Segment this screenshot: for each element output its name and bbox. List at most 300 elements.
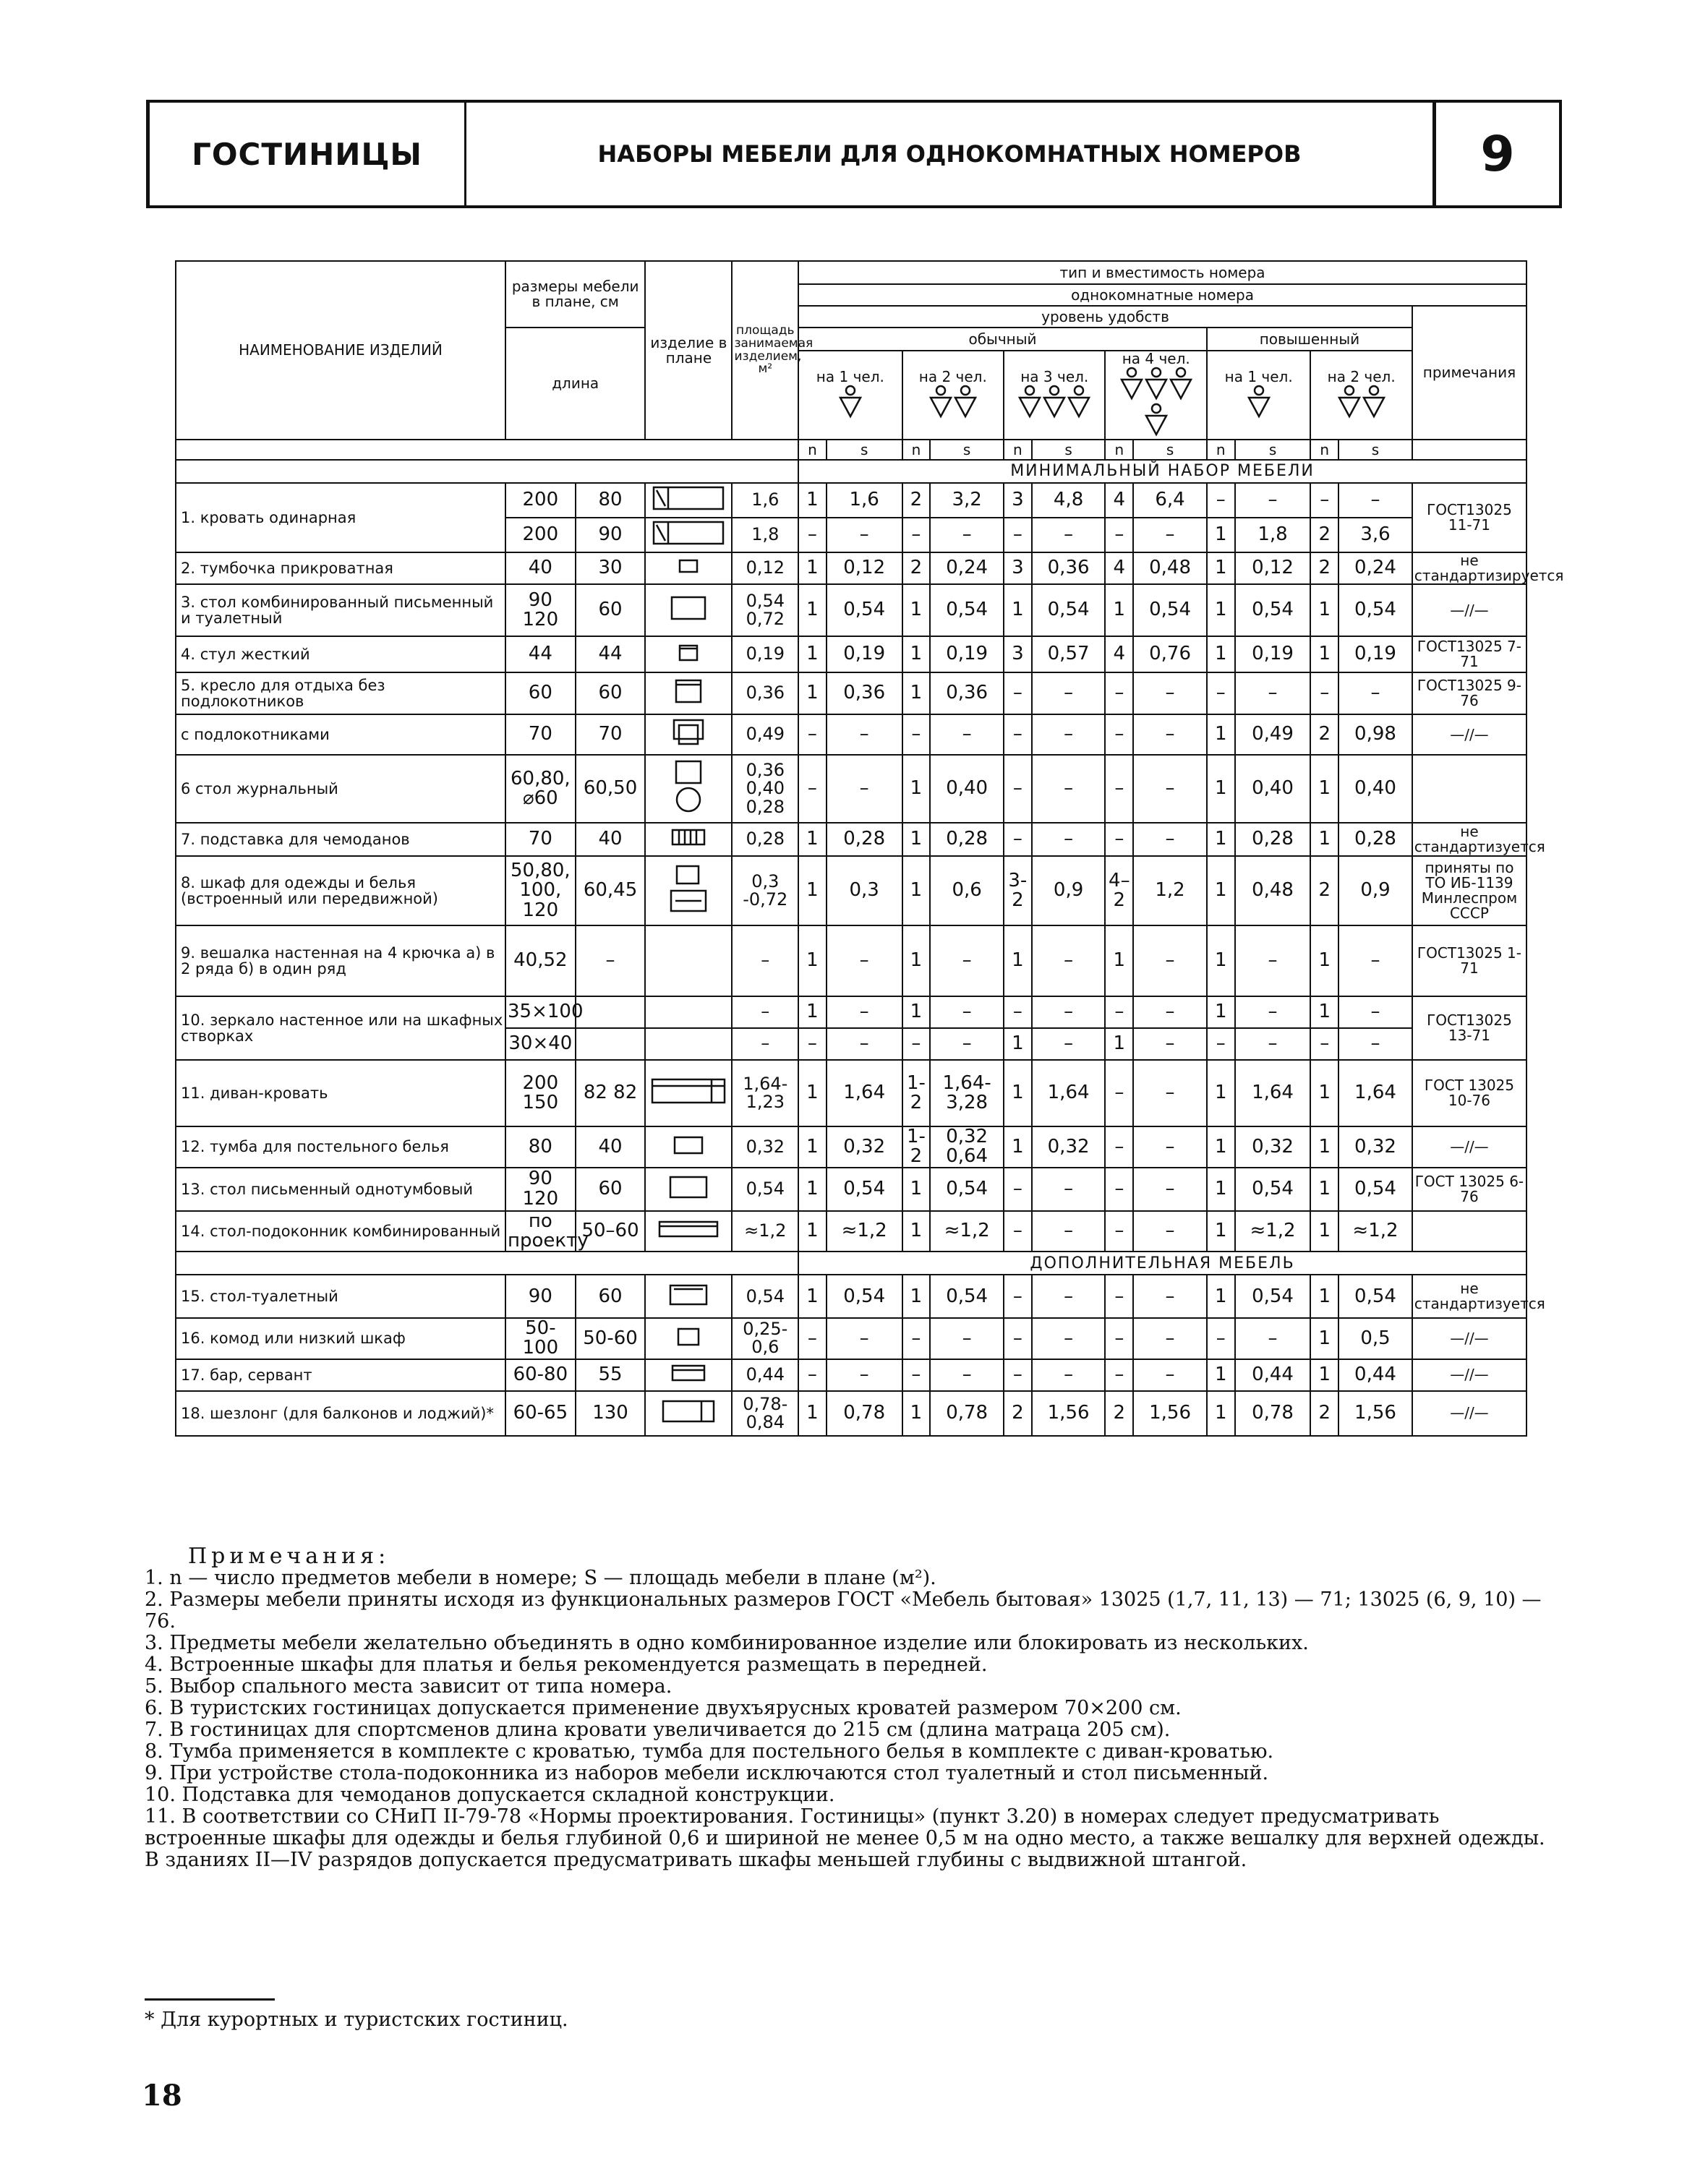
improved-header: повышенный xyxy=(1207,328,1412,351)
n-value: 3 xyxy=(1004,483,1032,518)
n-value: 2 xyxy=(1310,518,1338,552)
s-value: 0,28 xyxy=(930,823,1004,856)
bed-plan-icon xyxy=(652,529,725,549)
n-value: – xyxy=(1207,1028,1235,1060)
person-icon xyxy=(1067,385,1091,421)
area-cell: 0,28 xyxy=(732,823,798,856)
table-row xyxy=(176,1211,1526,1252)
n-value: 1 xyxy=(798,925,827,996)
cap-label: на 1 чел. xyxy=(816,368,884,385)
item-name: с подлокотниками xyxy=(176,714,505,755)
s-value: – xyxy=(930,996,1004,1028)
n-value: – xyxy=(1105,1168,1133,1211)
length-cell: 200 150 xyxy=(505,1060,576,1126)
table-row xyxy=(176,1126,1526,1168)
width-cell: 70 xyxy=(576,714,646,755)
s-value: – xyxy=(1032,714,1106,755)
cap-label: на 4 чел. xyxy=(1122,350,1190,367)
s-value: 0,19 xyxy=(1338,636,1412,672)
n-value: – xyxy=(1105,672,1133,714)
s-header: s xyxy=(930,440,1004,460)
s-value: 0,28 xyxy=(1235,823,1311,856)
item-name: 3. стол комбинированный письменный и туалетный xyxy=(176,584,505,636)
s-value: – xyxy=(1133,1126,1207,1168)
plan-cell xyxy=(645,1168,732,1211)
note-cell: ГОСТ13025 1-71 xyxy=(1412,925,1526,996)
n-value: – xyxy=(1105,996,1133,1028)
ordinary-header: обычный xyxy=(798,328,1207,351)
n-value: – xyxy=(1105,1318,1133,1359)
n-value: 1 xyxy=(1105,925,1133,996)
item-name: 9. вешалка настенная на 4 крючка а) в 2 ряда б) в один ряд xyxy=(176,925,505,996)
area-cell: 0,54 0,72 xyxy=(732,584,798,636)
table-row xyxy=(176,1391,1526,1436)
s-value: – xyxy=(1032,1318,1106,1359)
item-name: 7. подставка для чемоданов xyxy=(176,823,505,856)
cap-1-improved xyxy=(1207,351,1311,440)
n-value: – xyxy=(1004,1318,1032,1359)
person-icon xyxy=(1017,385,1042,421)
s-value: – xyxy=(1133,1275,1207,1318)
n-value: 1 xyxy=(798,552,827,584)
n-value: 2 xyxy=(1004,1391,1032,1436)
note-cell: ГОСТ13025 9-76 xyxy=(1412,672,1526,714)
s-value: 0,36 xyxy=(827,672,902,714)
note-item: 11. В соответствии со СНиП II-79-78 «Нормы проектирования. Гостиницы» (пункт 3.20) в номерах следует предусматривать встроенные шкафы для одежды и белья глубиной 0,6 и шириной не менее 0,5 м на одно место, а также вешалку для верхней одежды. В зданиях II—IV разрядов допускается предусматривать шкафы меньшей глубины с выдвижной штангой. xyxy=(145,1805,1545,1871)
table-row xyxy=(176,1060,1526,1126)
rect2-plan-icon xyxy=(672,1139,704,1160)
s-value: 0,49 xyxy=(1235,714,1311,755)
notes-list xyxy=(145,1567,1562,1871)
item-name: 16. комод или низкий шкаф xyxy=(176,1318,505,1359)
n-value: 1 xyxy=(1207,552,1235,584)
s-value: 0,48 xyxy=(1133,552,1207,584)
length-cell: 50-100 xyxy=(505,1318,576,1359)
s-value: 0,54 xyxy=(1032,584,1106,636)
comfort-header: уровень удобств xyxy=(798,306,1412,328)
note-item: 7. В гостиницах для спортсменов длина кровати увеличивается до 215 см (длина матраца 205 см). xyxy=(145,1719,1171,1741)
table-head xyxy=(176,261,1526,460)
plan-cell xyxy=(645,925,732,996)
cap-1-ordinary xyxy=(798,351,902,440)
n-value: 4 xyxy=(1105,636,1133,672)
length-cell: 200 xyxy=(505,483,576,518)
s-header: s xyxy=(1338,440,1412,460)
vanity-plan-icon xyxy=(668,1291,709,1311)
n-value: 1 xyxy=(1207,856,1235,925)
item-name: 2. тумбочка прикроватная xyxy=(176,552,505,584)
n-value: 1 xyxy=(1004,925,1032,996)
sofa-plan-icon xyxy=(651,1089,726,1109)
n-value: 1 xyxy=(1310,584,1338,636)
plan-cell xyxy=(645,823,732,856)
s-value: 0,32 0,64 xyxy=(930,1126,1004,1168)
s-value: 0,24 xyxy=(930,552,1004,584)
rooms-header: однокомнатные номера xyxy=(798,284,1526,306)
n-value: – xyxy=(1105,518,1133,552)
plan-cell xyxy=(645,672,732,714)
s-value: 0,54 xyxy=(1133,584,1207,636)
area-cell: 0,19 xyxy=(732,636,798,672)
s-value: 0,19 xyxy=(827,636,902,672)
s-value: – xyxy=(930,518,1004,552)
s-value: – xyxy=(827,1359,902,1391)
s-value: 0,78 xyxy=(1235,1391,1311,1436)
s-value: – xyxy=(1338,1028,1412,1060)
s-value: 0,9 xyxy=(1338,856,1412,925)
n-value: 4 xyxy=(1105,483,1133,518)
note-cell: не стандартизируется xyxy=(1412,552,1526,584)
n-value: 2 xyxy=(1310,714,1338,755)
area-cell: 0,44 xyxy=(732,1359,798,1391)
n-value: 2 xyxy=(1310,856,1338,925)
n-header: n xyxy=(1105,440,1133,460)
n-value: 1 xyxy=(1105,1028,1133,1060)
area-cell: 0,49 xyxy=(732,714,798,755)
n-value: 1 xyxy=(1310,1168,1338,1211)
person-icon xyxy=(1337,385,1362,421)
table-row xyxy=(176,636,1526,672)
n-value: – xyxy=(1207,483,1235,518)
n-value: 1 xyxy=(798,1391,827,1436)
s-value: 4,8 xyxy=(1032,483,1106,518)
area-cell: 0,32 xyxy=(732,1126,798,1168)
s-value: 0,40 xyxy=(1338,755,1412,823)
n-value: – xyxy=(798,1318,827,1359)
n-value: – xyxy=(1004,823,1032,856)
s-value: – xyxy=(1235,672,1311,714)
section-spacer xyxy=(176,460,798,483)
notes-title: Примечания: xyxy=(188,1544,390,1569)
length-cell: 90 120 xyxy=(505,1168,576,1211)
item-name: 11. диван-кровать xyxy=(176,1060,505,1126)
note-item: 3. Предметы мебели желательно объединять в одно комбинированное изделие или блокировать из нескольких. xyxy=(145,1632,1309,1654)
n-value: – xyxy=(798,1359,827,1391)
area-cell: – xyxy=(732,996,798,1028)
n-value: – xyxy=(1207,672,1235,714)
s-value: 1,64 xyxy=(1338,1060,1412,1126)
plan-cell xyxy=(645,1060,732,1126)
n-value: – xyxy=(902,518,931,552)
section-row xyxy=(176,460,1526,483)
note-cell: —//— xyxy=(1412,1318,1526,1359)
n-value: – xyxy=(902,714,931,755)
n-value: 1 xyxy=(902,856,931,925)
s-value: 0,54 xyxy=(1235,1275,1311,1318)
lounge-plan-icon xyxy=(661,1408,716,1428)
s-value: 0,32 xyxy=(1032,1126,1106,1168)
cap-3-ordinary xyxy=(1004,351,1105,440)
n-value: 1 xyxy=(1310,1275,1338,1318)
s-value: – xyxy=(930,925,1004,996)
n-value: 1 xyxy=(1310,755,1338,823)
n-header: n xyxy=(1207,440,1235,460)
table-row xyxy=(176,996,1526,1028)
s-value: 0,78 xyxy=(930,1391,1004,1436)
width-cell: 60 xyxy=(576,584,646,636)
s-value: – xyxy=(1133,1060,1207,1126)
width-cell: 60,45 xyxy=(576,856,646,925)
s-value: – xyxy=(1338,925,1412,996)
width-cell: 60 xyxy=(576,1275,646,1318)
n-value: 1 xyxy=(798,1126,827,1168)
length-cell: по проекту xyxy=(505,1211,576,1252)
s-value: – xyxy=(1133,518,1207,552)
table-row xyxy=(176,1275,1526,1318)
s-value: – xyxy=(1032,1211,1106,1252)
s-value: 0,54 xyxy=(827,1168,902,1211)
item-name: 6 стол журнальный xyxy=(176,755,505,823)
note-item: 5. Выбор спального места зависит от типа номера. xyxy=(145,1675,672,1698)
plan-cell xyxy=(645,1126,732,1168)
n-value: 1 xyxy=(1310,1211,1338,1252)
width-cell: 82 82 xyxy=(576,1060,646,1126)
width-cell: 30 xyxy=(576,552,646,584)
n-value: – xyxy=(1105,1126,1133,1168)
s-value: 0,54 xyxy=(930,1168,1004,1211)
n-value: – xyxy=(1004,996,1032,1028)
n-value: 1 xyxy=(902,755,931,823)
s-header: s xyxy=(827,440,902,460)
table-row xyxy=(176,552,1526,584)
n-value: 1 xyxy=(1207,1126,1235,1168)
s-value: – xyxy=(1032,823,1106,856)
sill-plan-icon xyxy=(657,1223,720,1243)
table-row xyxy=(176,755,1526,823)
item-name: 17. бар, сервант xyxy=(176,1359,505,1391)
s-value: – xyxy=(1133,755,1207,823)
note-cell: ГОСТ13025 11-71 xyxy=(1412,483,1526,552)
bed-plan-icon xyxy=(652,495,725,515)
person-icon xyxy=(838,385,863,421)
s-value: ≈1,2 xyxy=(1235,1211,1311,1252)
n-value: – xyxy=(1310,483,1338,518)
n-value: 1-2 xyxy=(902,1060,931,1126)
cap-label: на 1 чел. xyxy=(1224,368,1293,385)
s-value: 0,28 xyxy=(1338,823,1412,856)
section-title: ДОПОЛНИТЕЛЬНАЯ МЕБЕЛЬ xyxy=(798,1252,1526,1275)
s-value: – xyxy=(1338,672,1412,714)
n-value: 1 xyxy=(1207,518,1235,552)
n-value: – xyxy=(1207,1318,1235,1359)
s-value: 0,19 xyxy=(1235,636,1311,672)
length-cell: 200 xyxy=(505,518,576,552)
n-value: 1 xyxy=(902,1168,931,1211)
n-value: 1 xyxy=(1207,1391,1235,1436)
s-value: – xyxy=(1032,925,1106,996)
s-value: – xyxy=(1133,714,1207,755)
table-row xyxy=(176,823,1526,856)
s-value: 1,64 xyxy=(1235,1060,1311,1126)
n-value: – xyxy=(1105,1211,1133,1252)
length-cell: 30×40 xyxy=(505,1028,576,1060)
s-value: 6,4 xyxy=(1133,483,1207,518)
n-value: – xyxy=(1004,1168,1032,1211)
n-value: – xyxy=(1004,672,1032,714)
n-value: 1 xyxy=(798,1168,827,1211)
s-value: 0,54 xyxy=(1235,584,1311,636)
item-name: 8. шкаф для одежды и белья (встроенный или передвижной) xyxy=(176,856,505,925)
section-title: ГОСТИНИЦЫ xyxy=(150,103,466,205)
length-cell: 44 xyxy=(505,636,576,672)
n-value: 3 xyxy=(1004,636,1032,672)
n-value: 1 xyxy=(798,1211,827,1252)
person-icon xyxy=(1144,403,1169,439)
note-item: 6. В туристских гостиницах допускается применение двухъярусных кроватей размером 70×200 см. xyxy=(145,1697,1182,1719)
plan-cell xyxy=(645,1275,732,1318)
plan-cell xyxy=(645,856,732,925)
note-item: 2. Размеры мебели приняты исходя из функциональных размеров ГОСТ «Мебель бытовая» 13025 (1,7, 11, 13) — 71; 13025 (6, 9, 10) — 76. xyxy=(145,1588,1542,1633)
bar-plan-icon xyxy=(670,1366,706,1387)
s-value: 0,54 xyxy=(1338,584,1412,636)
s-value: – xyxy=(1133,1168,1207,1211)
s-value: 0,78 xyxy=(827,1391,902,1436)
person-icon xyxy=(1144,367,1169,403)
person-icon xyxy=(1362,385,1386,421)
n-value: 1 xyxy=(798,996,827,1028)
plan-cell xyxy=(645,584,732,636)
n-value: – xyxy=(1105,714,1133,755)
n-value: 1 xyxy=(1310,996,1338,1028)
furniture-table xyxy=(175,260,1564,1437)
s-value: 0,12 xyxy=(1235,552,1311,584)
col-area-header: площадь занимаемая изделием, м² xyxy=(732,261,798,440)
table-row xyxy=(176,483,1526,518)
table-row xyxy=(176,856,1526,925)
footnote: * Для курортных и туристских гостиниц. xyxy=(145,2008,568,2031)
n-value: – xyxy=(1105,755,1133,823)
note-cell: не стандартизуется xyxy=(1412,823,1526,856)
n-value: 1 xyxy=(1310,636,1338,672)
s-value: – xyxy=(827,1028,902,1060)
n-value: 4–2 xyxy=(1105,856,1133,925)
s-value: 0,54 xyxy=(1235,1168,1311,1211)
width-cell: 50–60 xyxy=(576,1211,646,1252)
s-value: 1,6 xyxy=(827,483,902,518)
area-cell: 0,36 xyxy=(732,672,798,714)
plan-cell xyxy=(645,483,732,518)
area-cell: 1,8 xyxy=(732,518,798,552)
length-cell: 35×100 xyxy=(505,996,576,1028)
cap-4-ordinary xyxy=(1105,351,1206,440)
width-cell: 50-60 xyxy=(576,1318,646,1359)
table-row xyxy=(176,1359,1526,1391)
s-value: – xyxy=(930,1318,1004,1359)
desk-plan-icon xyxy=(668,1184,709,1204)
cap-label: на 2 чел. xyxy=(918,368,987,385)
section-spacer xyxy=(176,1252,798,1275)
footnote-rule xyxy=(145,1998,275,2001)
wardrobe-plan-icon xyxy=(668,898,709,918)
table-row xyxy=(176,1318,1526,1359)
n-value: 1 xyxy=(1004,584,1032,636)
n-value: 1 xyxy=(902,1391,931,1436)
n-value: 1 xyxy=(902,584,931,636)
n-value: – xyxy=(902,1359,931,1391)
area-cell: 0,3 -0,72 xyxy=(732,856,798,925)
n-value: 1 xyxy=(1207,636,1235,672)
s-value: 1,64 xyxy=(827,1060,902,1126)
n-value: 1 xyxy=(798,672,827,714)
s-value: – xyxy=(1133,925,1207,996)
note-cell xyxy=(1412,1211,1526,1252)
ns-notes-spacer xyxy=(1412,440,1526,460)
area-cell: 0,25-0,6 xyxy=(732,1318,798,1359)
s-value: – xyxy=(1235,1028,1311,1060)
small2-plan-icon xyxy=(676,1331,701,1351)
note-cell: ГОСТ13025 13-71 xyxy=(1412,996,1526,1060)
note-cell: не стандартизуется xyxy=(1412,1275,1526,1318)
area-cell: – xyxy=(732,1028,798,1060)
n-value: 1 xyxy=(1207,1211,1235,1252)
length-cell: 40,52 xyxy=(505,925,576,996)
table-row xyxy=(176,584,1526,636)
s-value: 0,40 xyxy=(930,755,1004,823)
n-value: 1 xyxy=(1310,1359,1338,1391)
note-cell: приняты по ТО ИБ-1139 Минлеспром СССР xyxy=(1412,856,1526,925)
s-value: 0,6 xyxy=(930,856,1004,925)
n-value: 1 xyxy=(1310,925,1338,996)
s-value: – xyxy=(1338,996,1412,1028)
n-value: 1 xyxy=(1310,1318,1338,1359)
n-value: 1 xyxy=(902,1211,931,1252)
length-cell: 50,80, 100, 120 xyxy=(505,856,576,925)
s-value: 0,9 xyxy=(1032,856,1106,925)
n-value: 1 xyxy=(1207,755,1235,823)
length-cell: 60 xyxy=(505,672,576,714)
s-value: ≈1,2 xyxy=(930,1211,1004,1252)
plan-cell xyxy=(645,552,732,584)
s-value: – xyxy=(1235,996,1311,1028)
s-value: – xyxy=(1133,672,1207,714)
col-notes-header: примечания xyxy=(1412,306,1526,440)
person-icon xyxy=(1119,367,1144,403)
s-value: – xyxy=(930,1359,1004,1391)
item-name: 12. тумба для постельного белья xyxy=(176,1126,505,1168)
sheet-number: 9 xyxy=(1480,125,1515,183)
s-value: 1,56 xyxy=(1338,1391,1412,1436)
s-value: 0,32 xyxy=(1235,1126,1311,1168)
area-cell: – xyxy=(732,925,798,996)
n-value: 2 xyxy=(902,552,931,584)
item-name: 10. зеркало настенное или на шкафных створках xyxy=(176,996,505,1060)
s-value: – xyxy=(930,1028,1004,1060)
n-value: 3 xyxy=(1004,552,1032,584)
s-value: 0,19 xyxy=(930,636,1004,672)
stand-plan-icon xyxy=(670,831,706,851)
width-cell: 80 xyxy=(576,483,646,518)
s-header: s xyxy=(1133,440,1207,460)
n-value: 1 xyxy=(1310,823,1338,856)
note-cell: ГОСТ 13025 6-76 xyxy=(1412,1168,1526,1211)
length-cell: 70 xyxy=(505,823,576,856)
width-cell: 130 xyxy=(576,1391,646,1436)
area-cell: ≈1,2 xyxy=(732,1211,798,1252)
n-value: – xyxy=(1310,1028,1338,1060)
n-value: – xyxy=(1105,1275,1133,1318)
n-value: 1 xyxy=(798,823,827,856)
n-value: 1 xyxy=(798,483,827,518)
person-icon xyxy=(1169,367,1193,403)
width-cell xyxy=(576,996,646,1028)
page-header xyxy=(146,100,1562,208)
type-header: тип и вместимость номера xyxy=(798,261,1526,284)
plan-cell xyxy=(645,518,732,552)
table-row xyxy=(176,925,1526,996)
s-value: 1,8 xyxy=(1235,518,1311,552)
width-cell: 55 xyxy=(576,1359,646,1391)
note-item: 10. Подставка для чемоданов допускается складной конструкции. xyxy=(145,1784,835,1806)
